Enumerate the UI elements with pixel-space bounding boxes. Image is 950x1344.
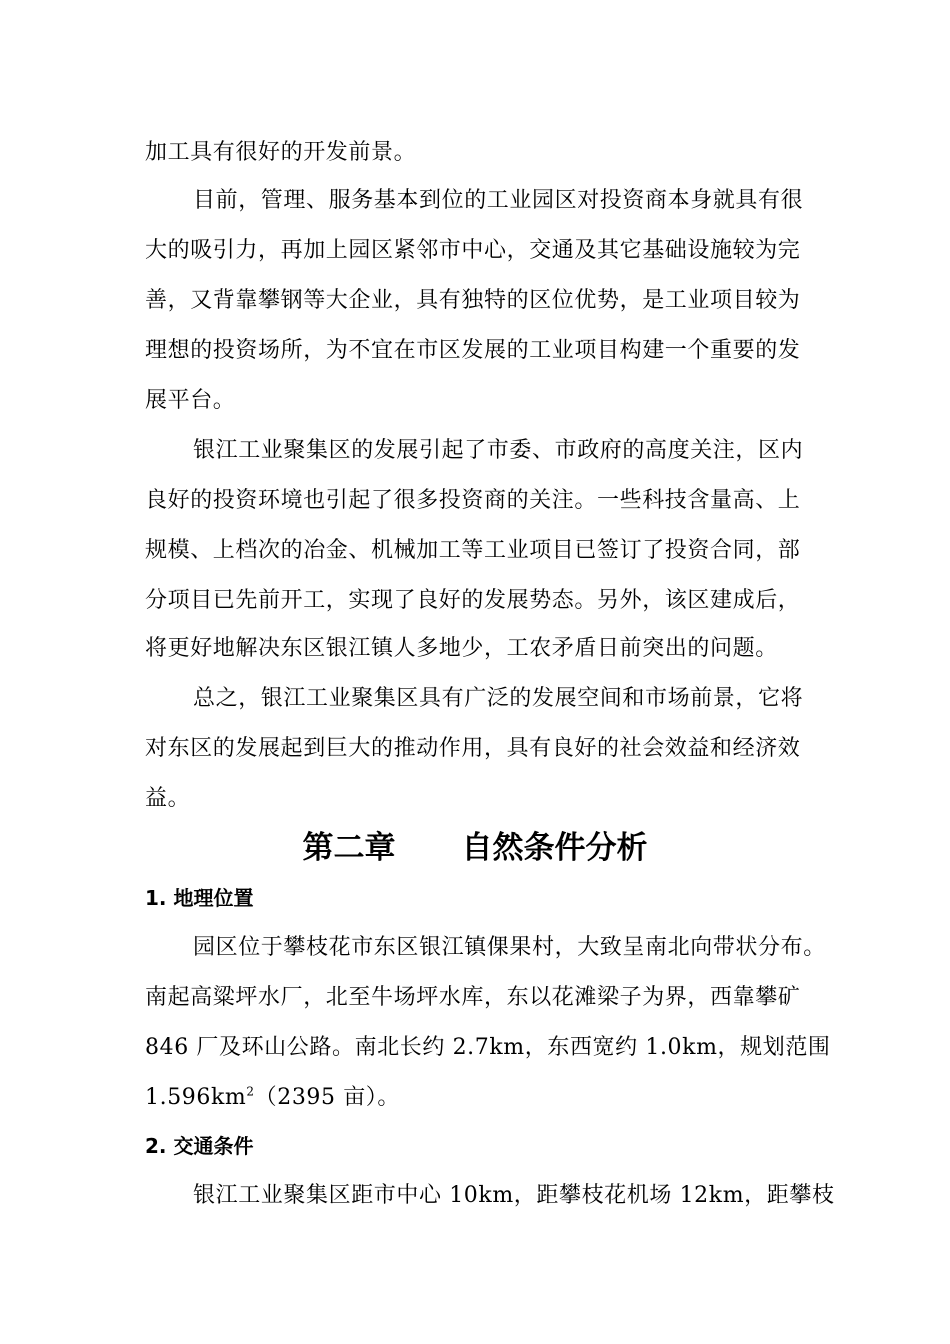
chapter-heading xyxy=(0,826,950,870)
paragraph-line: 将更好地解决东区银江镇人多地少，工农矛盾日前突出的问题。 xyxy=(145,636,778,661)
area-tail: （2395 亩）。 xyxy=(254,1085,401,1110)
area-line xyxy=(145,1084,400,1112)
paragraph-line: 总之，银江工业聚集区具有广泛的发展空间和市场前景，它将 xyxy=(193,686,804,711)
paragraph-line: 加工具有很好的开发前景。 xyxy=(145,140,417,165)
paragraph-line: 对东区的发展起到巨大的推动作用，具有良好的社会效益和经济效 xyxy=(145,736,801,761)
paragraph-line: 规模、上档次的冶金、机械加工等工业项目已签订了投资合同，部 xyxy=(145,538,801,563)
paragraph-line: 展平台。 xyxy=(145,388,236,413)
paragraph-line: 分项目已先前开工，实现了良好的发展势态。另外，该区建成后， xyxy=(145,588,801,613)
paragraph-line: 良好的投资环境也引起了很多投资商的关注。一些科技含量高、上 xyxy=(145,488,801,513)
chapter-title: 自然条件分析 xyxy=(461,830,648,866)
paragraph-line: 南起高粱坪水厂，北至牛场坪水库，东以花滩梁子为界，西靠攀矿 xyxy=(145,985,801,1010)
paragraph-line: 益。 xyxy=(145,786,191,811)
section-heading-location: 1. 地理位置 xyxy=(145,886,254,910)
chapter-number: 第二章 xyxy=(302,830,396,866)
area-value: 1.596km xyxy=(145,1085,247,1110)
area-superscript: 2 xyxy=(246,1084,255,1099)
paragraph-line: 目前，管理、服务基本到位的工业园区对投资商本身就具有很 xyxy=(193,188,804,213)
paragraph-line: 大的吸引力，再加上园区紧邻市中心，交通及其它基础设施较为完 xyxy=(145,238,801,263)
paragraph-line: 银江工业聚集区的发展引起了市委、市政府的高度关注，区内 xyxy=(193,438,804,463)
paragraph-line: 846 厂及环山公路。南北长约 2.7km，东西宽约 1.0km，规划范围 xyxy=(145,1035,831,1060)
paragraph-line: 理想的投资场所，为不宜在市区发展的工业项目构建一个重要的发 xyxy=(145,338,801,363)
paragraph-line: 银江工业聚集区距市中心 10km，距攀枝花机场 12km，距攀枝 xyxy=(193,1183,835,1208)
paragraph-line: 园区位于攀枝花市东区银江镇倮果村，大致呈南北向带状分布。 xyxy=(193,935,826,960)
paragraph-line: 善，又背靠攀钢等大企业，具有独特的区位优势，是工业项目较为 xyxy=(145,288,801,313)
section-heading-traffic: 2. 交通条件 xyxy=(145,1134,254,1158)
